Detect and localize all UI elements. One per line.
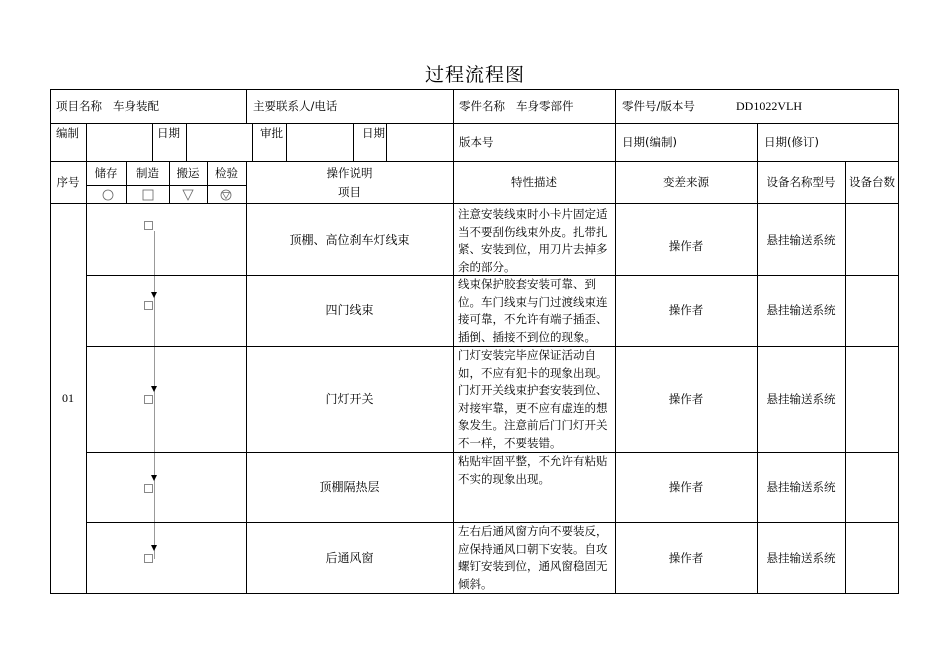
grid-line [898, 89, 899, 594]
flow-arrow-icon [151, 386, 157, 392]
col-inspect: 检验 [215, 166, 238, 180]
date-compile-label: 日期(编制) [622, 135, 677, 149]
grid-line [286, 123, 287, 161]
grid-line [50, 161, 899, 162]
seq-value: 01 [62, 391, 74, 405]
row-variation-source: 操作者 [668, 391, 704, 406]
grid-line [246, 161, 247, 594]
grid-line [386, 123, 387, 161]
grid-line [246, 89, 247, 123]
row-description: 门灯安装完毕应保证活动自如，不应有犯卡的现象出现。门灯开关线束护套安装到位、对接牢靠，更不应有虚连的想象发生。注意前后门门灯开关不一样，不要装错。 [458, 348, 608, 450]
version-label: 版本号 [459, 135, 494, 149]
date-label: 日期 [157, 126, 180, 140]
grid-line [86, 185, 246, 186]
grid-line [86, 522, 899, 523]
col-make: 制造 [136, 166, 159, 180]
row-variation-source: 操作者 [668, 479, 704, 494]
grid-line [252, 123, 253, 161]
partno-value: DD1022VLH [736, 99, 802, 113]
grid-line [86, 275, 899, 276]
col-transport: 搬运 [176, 166, 200, 180]
process-step-square-icon [144, 484, 153, 493]
row-description: 线束保护胶套安装可靠、到位。车门线束与门过渡线束连接可靠，不允许有端子插歪、插倒、插接不到位的现象。 [458, 277, 608, 344]
row-equipment: 悬挂输送系统 [766, 479, 836, 494]
flow-arrow-icon [151, 545, 157, 551]
project-value: 车身装配 [112, 99, 159, 113]
grid-line [50, 89, 51, 594]
grid-line [453, 161, 454, 594]
grid-line [50, 593, 899, 594]
grid-line [615, 89, 616, 161]
date-revise-label: 日期(修订) [764, 135, 819, 149]
process-flow-table [50, 89, 899, 594]
row-item: 顶棚隔热层 [319, 479, 380, 494]
col-op-line2: 项目 [338, 185, 361, 199]
process-step-square-icon [144, 395, 153, 404]
triangle-down-icon [182, 189, 194, 201]
row-description: 左右后通风窗方向不要装反，应保持通风口朝下安装。自攻螺钉安装到位，通风窗稳固无倾斜。 [458, 524, 608, 591]
date2-label: 日期 [362, 126, 385, 140]
row-description: 粘贴牢固平整，不允许有粘贴不实的现象出现。 [458, 454, 608, 486]
row-item: 后通风窗 [325, 550, 374, 565]
col-count: 设备台数 [849, 175, 895, 189]
approve-label: 审批 [260, 126, 283, 140]
circle-icon [102, 189, 114, 201]
row-equipment: 悬挂输送系统 [766, 232, 836, 247]
col-feature: 特性描述 [511, 175, 557, 189]
flow-arrow-icon [151, 475, 157, 481]
row-equipment: 悬挂输送系统 [766, 303, 836, 317]
row-item: 门灯开关 [325, 391, 374, 406]
row-variation-source: 操作者 [668, 303, 704, 317]
row-item: 顶棚、高位刹车灯线束 [289, 232, 410, 247]
row-equipment: 悬挂输送系统 [766, 391, 836, 406]
page-title: 过程流程图 [424, 64, 525, 86]
grid-line [86, 123, 87, 161]
process-step-square-icon [144, 221, 153, 230]
grid-line [757, 123, 758, 161]
grid-line [453, 89, 454, 161]
grid-line [86, 346, 899, 347]
part-value: 车身零部件 [515, 99, 574, 113]
process-step-square-icon [144, 301, 153, 310]
grid-line [50, 203, 899, 204]
col-op-line1: 操作说明 [326, 166, 373, 180]
grid-line [152, 123, 153, 161]
row-variation-source: 操作者 [668, 550, 704, 565]
grid-line [126, 161, 127, 203]
contact-label: 主要联系人/电话 [253, 99, 338, 113]
part-label: 零件名称 车身零部件 [459, 99, 574, 113]
col-equipment: 设备名称型号 [766, 175, 836, 189]
grid-line [86, 452, 899, 453]
square-icon [142, 189, 154, 201]
grid-line [845, 161, 846, 594]
col-seq: 序号 [56, 175, 80, 189]
grid-line [50, 89, 899, 90]
grid-line [615, 161, 616, 594]
grid-line [50, 123, 899, 124]
col-variation: 变差来源 [663, 175, 709, 189]
flow-line [154, 231, 155, 559]
row-variation-source: 操作者 [668, 238, 704, 253]
inspect-icon [220, 189, 232, 201]
row-equipment: 悬挂输送系统 [766, 550, 836, 565]
grid-line [86, 161, 87, 594]
grid-line [353, 123, 354, 161]
flow-arrow-icon [151, 292, 157, 298]
grid-line [186, 123, 187, 161]
row-item: 四门线束 [325, 303, 374, 317]
grid-line [757, 161, 758, 594]
project-label: 项目名称 车身装配 [56, 99, 159, 113]
process-step-square-icon [144, 554, 153, 563]
partno-label: 零件号/版本号 [622, 99, 695, 113]
grid-line [169, 161, 170, 203]
compile-label: 编制 [56, 126, 79, 140]
col-store: 储存 [94, 166, 118, 180]
row-description: 注意安装线束时小卡片固定适当不要刮伤线束外皮。扎带扎紧、安装到位，用刀片去掉多余的部分。 [458, 207, 608, 274]
grid-line [207, 161, 208, 203]
